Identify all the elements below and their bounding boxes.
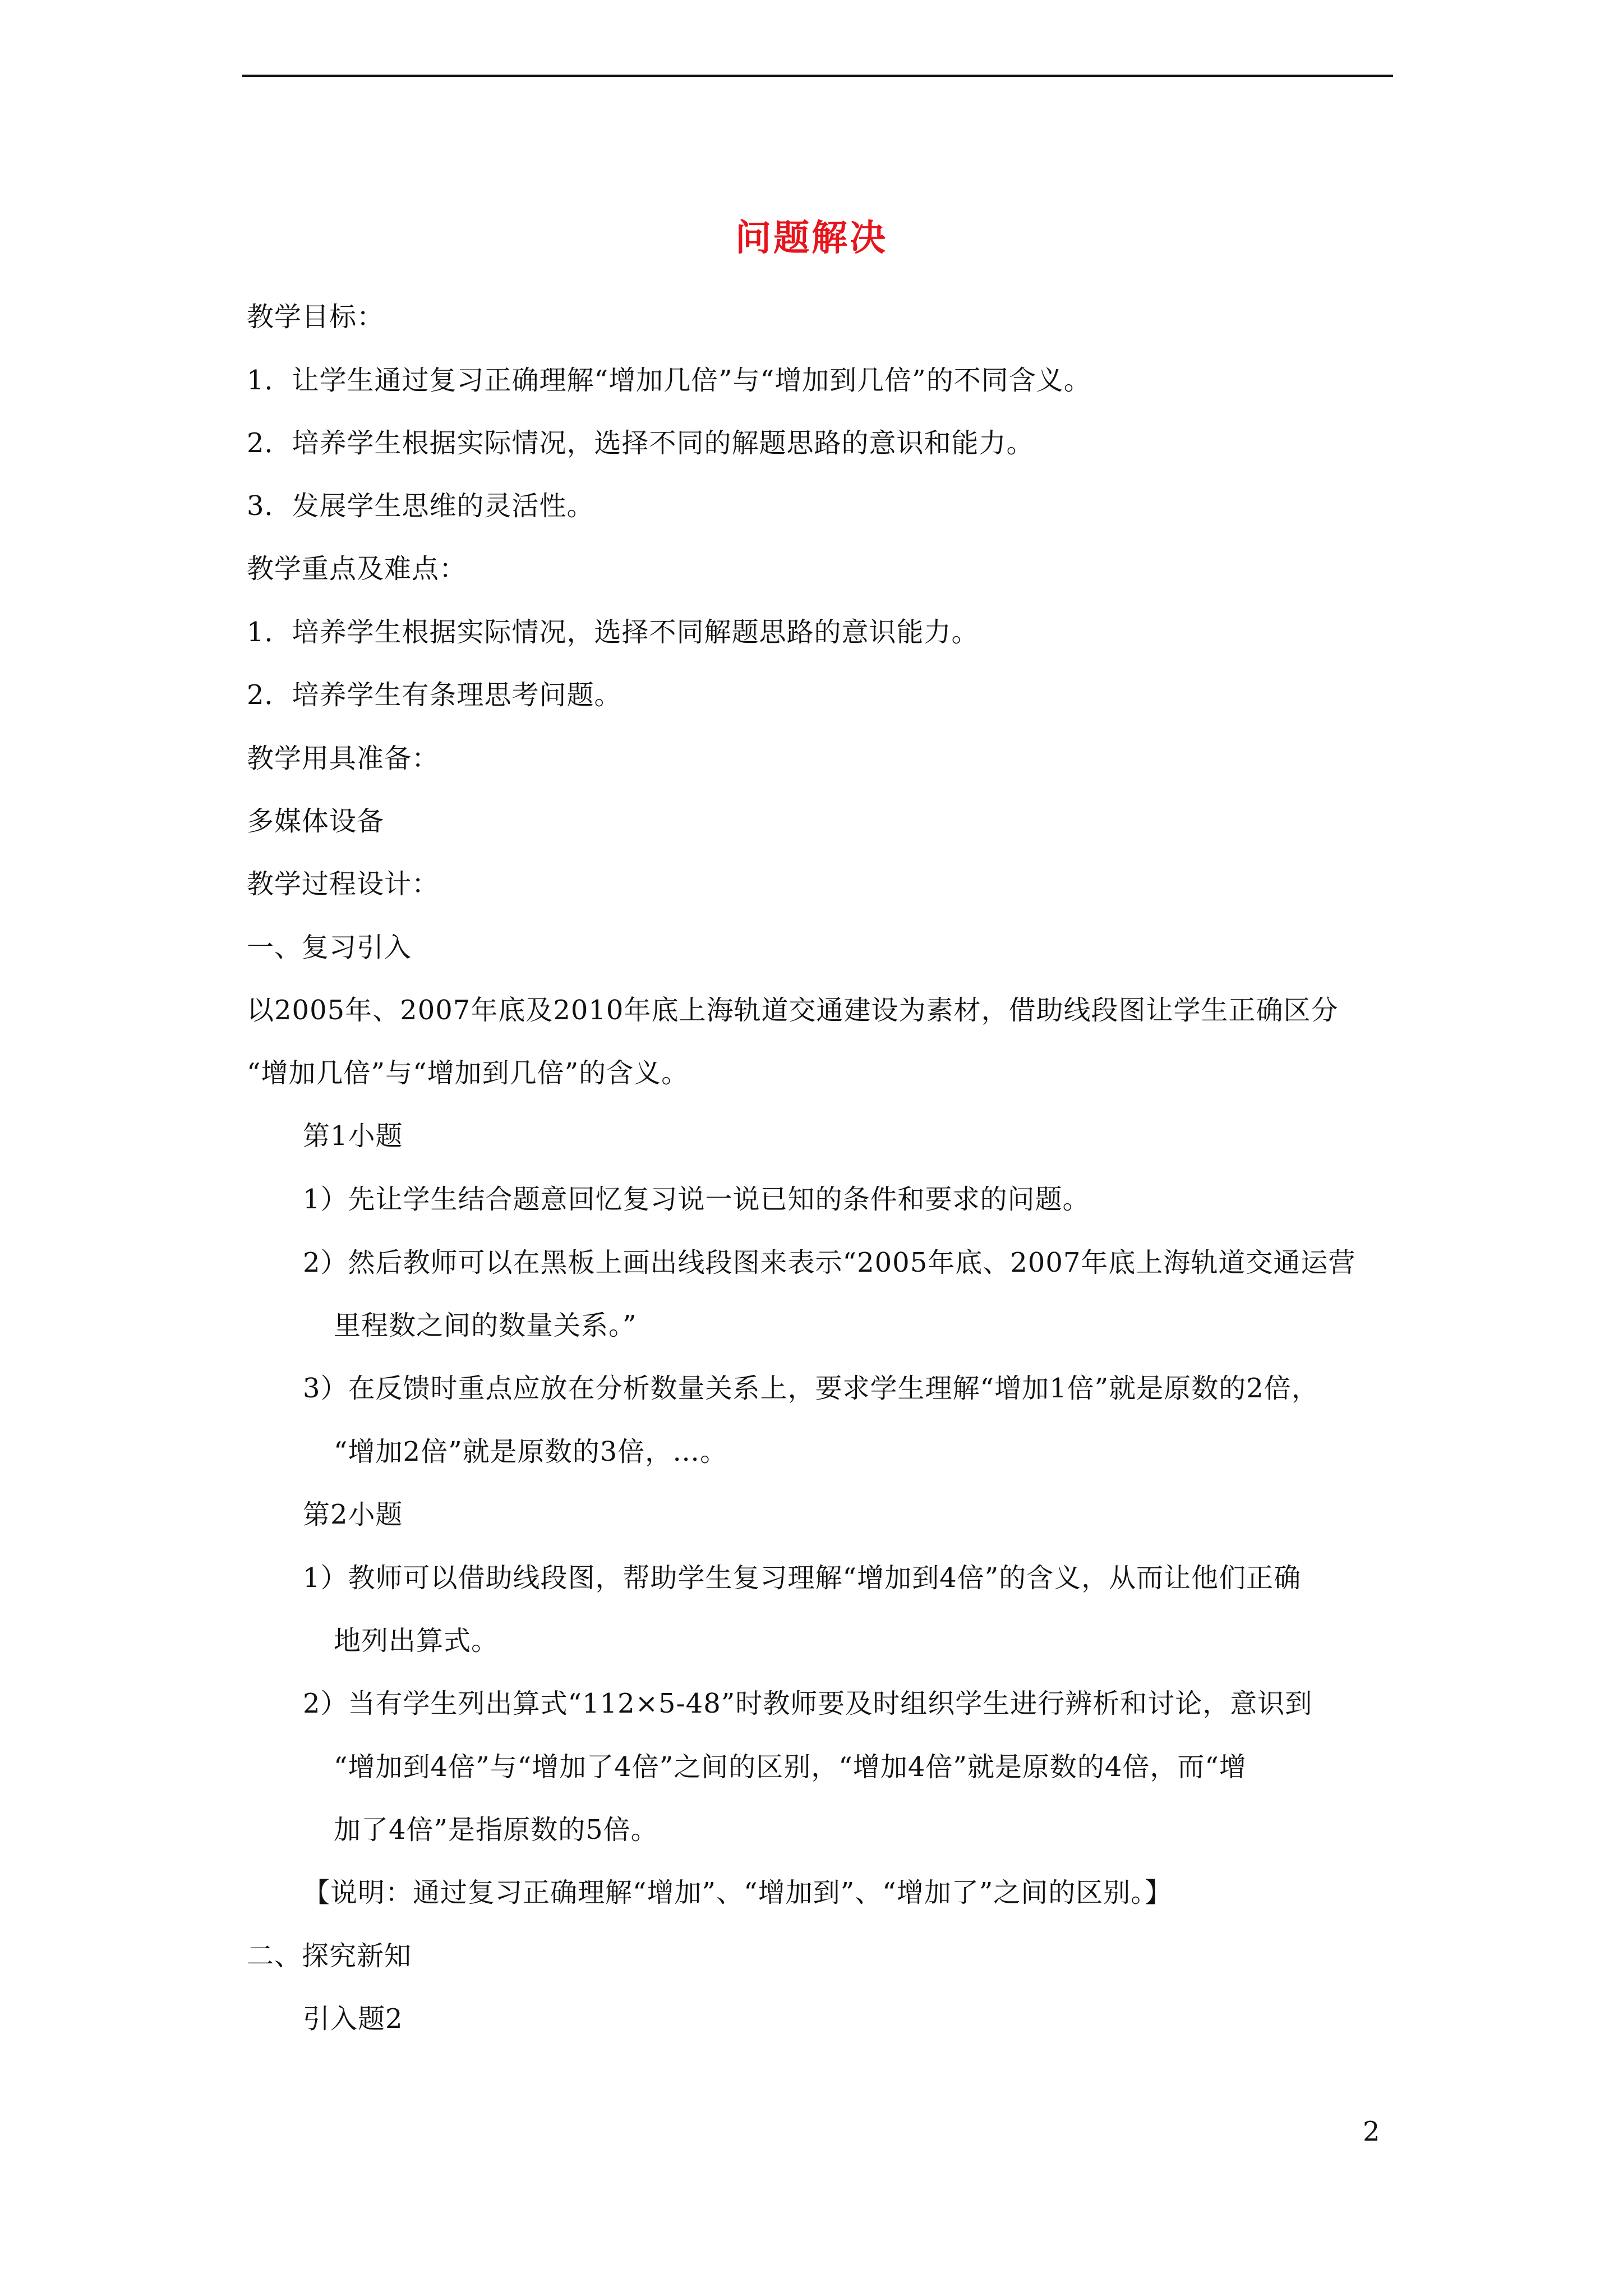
tools-item: 多媒体设备 xyxy=(247,806,385,837)
sub-heading-intro-question: 引入题2 xyxy=(303,2003,403,2035)
step-item-continued: 里程数之间的数量关系。” xyxy=(334,1310,637,1341)
key-point-2: 2．培养学生有条理思考问题。 xyxy=(247,679,622,711)
section-heading-tools: 教学用具准备： xyxy=(247,743,440,774)
sub-heading-question-1: 第1小题 xyxy=(303,1120,403,1152)
explanation-note: 【说明：通过复习正确理解“增加”、“增加到”、“增加了”之间的区别。】 xyxy=(303,1877,1173,1908)
step-item: 3）在反馈时重点应放在分析数量关系上，要求学生理解“增加1倍”就是原数的2倍， xyxy=(303,1373,1319,1404)
objective-1: 1．让学生通过复习正确理解“增加几倍”与“增加到几倍”的不同含义。 xyxy=(247,365,1091,396)
objective-3: 3．发展学生思维的灵活性。 xyxy=(247,490,594,522)
step-item-continued: “增加2倍”就是原数的3倍，…。 xyxy=(334,1436,728,1467)
step-item-continued: 地列出算式。 xyxy=(334,1625,499,1657)
paragraph-line: 以2005年、2007年底及2010年底上海轨道交通建设为素材，借助线段图让学生正确区分 xyxy=(247,995,1339,1026)
step-item: 2）当有学生列出算式“112×5-48”时教师要及时组织学生进行辨析和讨论，意识到 xyxy=(303,1688,1313,1719)
sub-heading-question-2: 第2小题 xyxy=(303,1499,403,1530)
header-rule xyxy=(242,75,1393,77)
step-item: 1）先让学生结合题意回忆复习说一说已知的条件和要求的问题。 xyxy=(303,1184,1090,1215)
section-heading-objectives: 教学目标： xyxy=(247,301,385,333)
key-point-1: 1．培养学生根据实际情况，选择不同解题思路的意识能力。 xyxy=(247,616,979,648)
step-item: 2）然后教师可以在黑板上画出线段图来表示“2005年底、2007年底上海轨道交通运营 xyxy=(303,1247,1356,1278)
section-heading-key-points: 教学重点及难点： xyxy=(247,553,467,585)
document-title: 问题解决 xyxy=(735,217,888,259)
part-heading-explore: 二、探究新知 xyxy=(247,1940,412,1972)
part-heading-review: 一、复习引入 xyxy=(247,932,412,963)
section-heading-process: 教学过程设计： xyxy=(247,868,440,900)
paragraph-line: “增加几倍”与“增加到几倍”的含义。 xyxy=(247,1057,689,1089)
objective-2: 2．培养学生根据实际情况，选择不同的解题思路的意识和能力。 xyxy=(247,427,1034,459)
step-item: 1）教师可以借助线段图，帮助学生复习理解“增加到4倍”的含义，从而让他们正确 xyxy=(303,1562,1302,1594)
step-item-continued: “增加到4倍”与“增加了4倍”之间的区别，“增加4倍”就是原数的4倍，而“增 xyxy=(334,1751,1247,1783)
step-item-continued: 加了4倍”是指原数的5倍。 xyxy=(334,1814,658,1846)
page-number: 2 xyxy=(1363,2116,1380,2147)
